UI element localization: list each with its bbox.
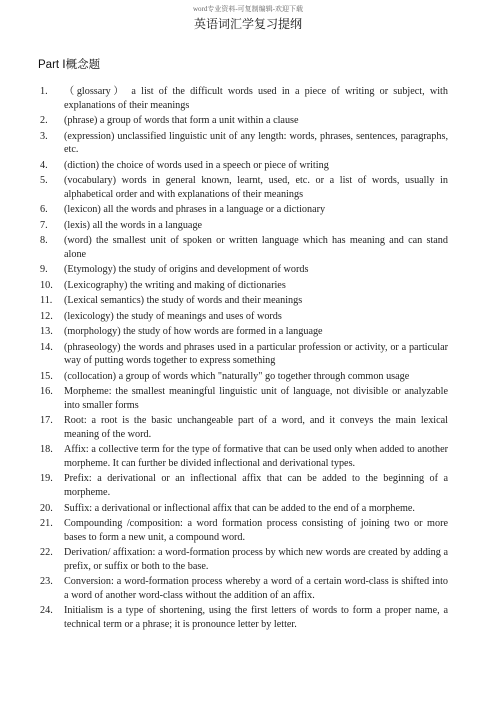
list-item [40,443,448,470]
list-item-number: 24. [40,605,53,617]
list-item [40,203,448,217]
list-item [40,325,448,339]
list-item [40,575,448,602]
list-item-number: 12. [40,310,53,322]
list-item [40,130,448,157]
list-item [40,472,448,499]
list-item-text: （glossary） a list of the difficult words used in a piece of writing or subject, with explanations of their meanings [64,86,448,111]
list-item-number: 9. [40,264,48,276]
list-item-text: Morpheme: the smallest meaningful linguistic unit of language, not divisible or analyzable into smaller forms [64,386,448,411]
list-item-number: 10. [40,279,53,291]
list-item-text: Derivation/ affixation: a word-formation process by which new words are created by adding a prefix, or suffix or both to the base. [64,547,448,572]
definition-list [40,85,448,633]
list-item-text: (Etymology) the study of origins and development of words [64,264,309,276]
list-item-number: 21. [40,518,53,530]
list-item-text: Affix: a collective term for the type of formative that can be used only when added to another morpheme. It can further be divided inflectional and derivational types. [64,444,448,469]
list-item-number: 15. [40,370,53,382]
list-item-text: (morphology) the study of how words are formed in a language [64,326,323,338]
list-item-text: (lexicon) all the words and phrases in a language or a dictionary [64,204,326,216]
part-heading: Part Ⅰ概念题 [38,59,101,71]
list-item-text: Compounding /composition: a word formation process consisting of joining two or more bases to form a new unit, a compound word. [64,518,448,543]
list-item-text: Root: a root is the basic unchangeable part of a word, and it conveys the main lexical meaning of the word. [64,415,448,440]
list-item-number: 2. [40,115,48,127]
list-item-number: 23. [40,576,53,588]
list-item [40,414,448,441]
list-item [40,85,448,112]
list-item [40,263,448,277]
list-item-text: (Lexical semantics) the study of words and their meanings [64,295,303,307]
list-item [40,174,448,201]
list-item-number: 4. [40,159,48,171]
list-item [40,385,448,412]
list-item [40,279,448,293]
list-item-number: 7. [40,219,48,231]
list-item-number: 16. [40,386,53,398]
list-item-number: 11. [40,295,53,307]
list-item [40,114,448,128]
list-item [40,546,448,573]
list-item-text: (lexis) all the words in a language [64,219,203,231]
list-item-text: (lexicology) the study of meanings and uses of words [64,310,282,322]
list-item-text: (word) the smallest unit of spoken or written language which has meaning and can stand alone [64,235,448,260]
list-item-text: (phrase) a group of words that form a unit within a clause [64,115,299,127]
list-item [40,502,448,516]
list-item-text: (phraseology) the words and phrases used in a particular profession or activity, or a particular way of putting words together to express something [64,341,448,367]
list-item [40,341,448,368]
list-item-text: (expression) unclassified linguistic unit of any length: words, phrases, sentences, paragraphs, etc. [64,130,448,156]
list-item [40,310,448,324]
list-item-text: (diction) the choice of words used in a speech or piece of writing [64,159,329,171]
list-item [40,294,448,308]
list-item-number: 14. [40,341,53,353]
list-item-text: Prefix: a derivational or an inflectional affix that can be added to the beginning of a morpheme. [64,473,448,499]
list-item [40,219,448,233]
list-item-text: (vocabulary) words in general known, learnt, used, etc. or a list of words, usually in alphabetical order and with explanations of their meanings [64,175,448,200]
list-item-number: 22. [40,547,53,559]
list-item-number: 8. [40,235,48,247]
list-item-number: 17. [40,415,53,427]
list-item-number: 18. [40,444,53,456]
list-item-number: 3. [40,130,48,142]
list-item-text: Conversion: a word-formation process whereby a word of a certain word-class is shifted into a word of another word-class without the addition of an affix. [64,576,448,601]
list-item-number: 19. [40,473,53,485]
list-item-number: 20. [40,502,53,514]
list-item-text: (Lexicography) the writing and making of dictionaries [64,279,286,291]
list-item-number: 6. [40,204,48,216]
list-item [40,370,448,384]
list-item-number: 1. [40,86,48,97]
list-item [40,604,448,631]
list-item-text: Initialism is a type of shortening, using the first letters of words to form a proper name, a technical term or a phrase; it is pronounce letter by letter. [64,605,448,630]
list-item [40,159,448,173]
list-item-text: Suffix: a derivational or inflectional affix that can be added to the end of a morpheme. [64,502,415,514]
list-item-text: (collocation) a group of words which "naturally" go together through common usage [64,370,410,382]
list-item-number: 5. [40,175,48,187]
list-item [40,517,448,544]
list-item [40,234,448,261]
list-item-number: 13. [40,326,53,338]
document-title: 英语词汇学复习提纲 [193,17,302,31]
header-note: word专业资料-可复制编辑-欢迎下载 [192,5,304,13]
